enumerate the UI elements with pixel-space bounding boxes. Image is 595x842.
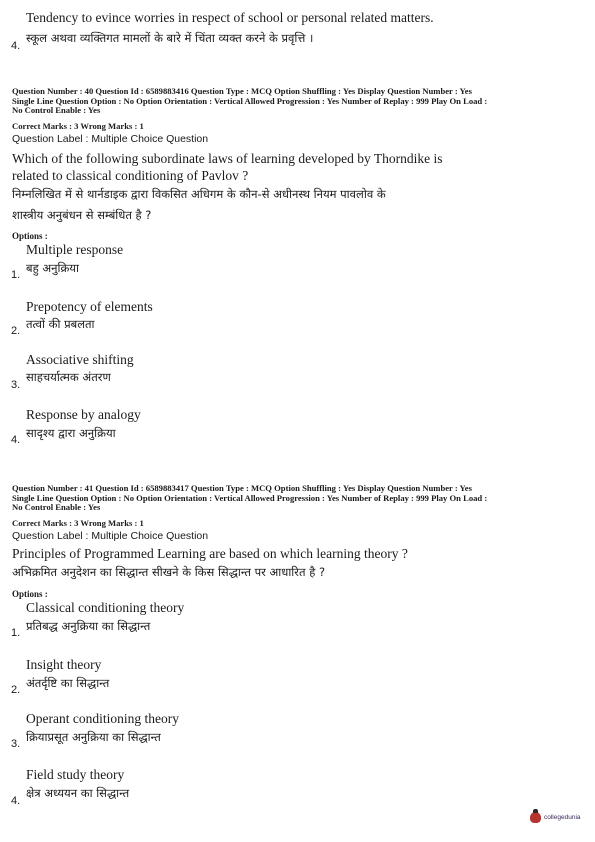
q41-meta-line-3: No Control Enable : Yes <box>12 502 101 513</box>
q40-question-text-line-1: Which of the following subordinate laws of learning developed by Thorndike is <box>12 151 443 166</box>
q40-question-hindi-line-1: निम्नलिखित में से थार्नडाइक द्वारा विकसित अधिगम के कौन-से अधीनस्थ नियम पावलोव के <box>12 187 386 201</box>
q41-options-label: Options : <box>12 589 48 599</box>
q41-question-text-line-1: Principles of Programmed Learning are based on which learning theory ? <box>12 546 408 561</box>
q41-option-3-hindi[interactable]: क्रियाप्रसूत अनुक्रिया का सिद्धान्त <box>26 730 161 744</box>
q40-meta-line-2: Single Line Question Option : No Option Orientation : Vertical Allowed Progression : Yes Number of Replay : 999 Play On Load : <box>12 95 488 106</box>
q40-option-4-english[interactable]: Response by analogy <box>26 407 141 422</box>
prev-option-4-number: 4. <box>11 40 21 52</box>
q40-meta-line-3: No Control Enable : Yes <box>12 105 101 116</box>
q41-option-3-number: 3. <box>11 738 21 750</box>
q40-metadata <box>12 87 587 116</box>
q41-option-1-english[interactable]: Classical conditioning theory <box>26 600 185 615</box>
q40-option-2-number: 2. <box>11 325 21 337</box>
q40-question-label: Question Label : Multiple Choice Question <box>12 133 209 145</box>
q40-option-1-number: 1. <box>11 269 21 281</box>
q41-option-2-number: 2. <box>11 684 21 696</box>
q41-metadata <box>12 484 587 513</box>
q41-option-4-number: 4. <box>11 795 21 807</box>
q41-meta-line-1: Question Number : 41 Question Id : 6589883417 Question Type : MCQ Option Shuffling : Yes Display Question Number : Yes <box>12 483 472 493</box>
q41-option-4-hindi[interactable]: क्षेत्र अध्ययन का सिद्धान्त <box>26 786 130 800</box>
q40-option-3-hindi[interactable]: साहचर्यात्मक अंतरण <box>26 370 111 384</box>
q41-marks: Correct Marks : 3 Wrong Marks : 1 <box>12 518 144 528</box>
prev-option-4-english: Tendency to evince worries in respect of school or personal related matters. <box>26 10 434 25</box>
q40-question-text-line-2: related to classical conditioning of Pavlov ? <box>12 168 249 183</box>
q41-option-1-number: 1. <box>11 627 21 639</box>
q41-option-1-hindi[interactable]: प्रतिबद्ध अनुक्रिया का सिद्धान्त <box>26 619 151 633</box>
q41-option-2-hindi[interactable]: अंतर्दृष्टि का सिद्धान्त <box>26 676 110 690</box>
q40-option-1-english[interactable]: Multiple response <box>26 242 124 257</box>
q40-option-2-english[interactable]: Prepotency of elements <box>26 299 153 314</box>
q41-option-4-english[interactable]: Field study theory <box>26 767 125 782</box>
q40-marks: Correct Marks : 3 Wrong Marks : 1 <box>12 121 144 131</box>
q41-option-3-english[interactable]: Operant conditioning theory <box>26 711 179 726</box>
q40-meta-line-1: Question Number : 40 Question Id : 6589883416 Question Type : MCQ Option Shuffling : Yes Display Question Number : Yes <box>12 86 472 96</box>
q40-option-3-english[interactable]: Associative shifting <box>26 352 134 367</box>
prev-option-4-hindi: स्कूल अथवा व्यक्तिगत मामलों के बारे में चिंता व्यक्त करने के प्रवृत्ति । <box>26 31 314 45</box>
logo-text: collegedunia <box>544 814 581 821</box>
q41-meta-line-2: Single Line Question Option : No Option Orientation : Vertical Allowed Progression : Yes Number of Replay : 999 Play On Load : <box>12 492 488 503</box>
q40-option-4-number: 4. <box>11 434 21 446</box>
q40-option-4-hindi[interactable]: सादृश्य द्वारा अनुक्रिया <box>26 426 116 440</box>
q40-option-3-number: 3. <box>11 379 21 391</box>
q41-question-label: Question Label : Multiple Choice Question <box>12 530 209 542</box>
q41-option-2-english[interactable]: Insight theory <box>26 657 102 672</box>
collegedunia-logo <box>530 812 581 823</box>
q41-question-hindi-line-1: अभिक्रमित अनुदेशन का सिद्धान्त सीखने के किस सिद्धान्त पर आधारित है ? <box>12 565 326 579</box>
q40-option-2-hindi[interactable]: तत्वों की प्रबलता <box>26 317 95 331</box>
q40-option-1-hindi[interactable]: बहु अनुक्रिया <box>26 261 79 275</box>
logo-mascot-icon <box>530 812 541 823</box>
q40-options-label: Options : <box>12 231 48 241</box>
q40-question-hindi-line-2: शास्त्रीय अनुबंधन से सम्बंधित है ? <box>12 208 152 222</box>
